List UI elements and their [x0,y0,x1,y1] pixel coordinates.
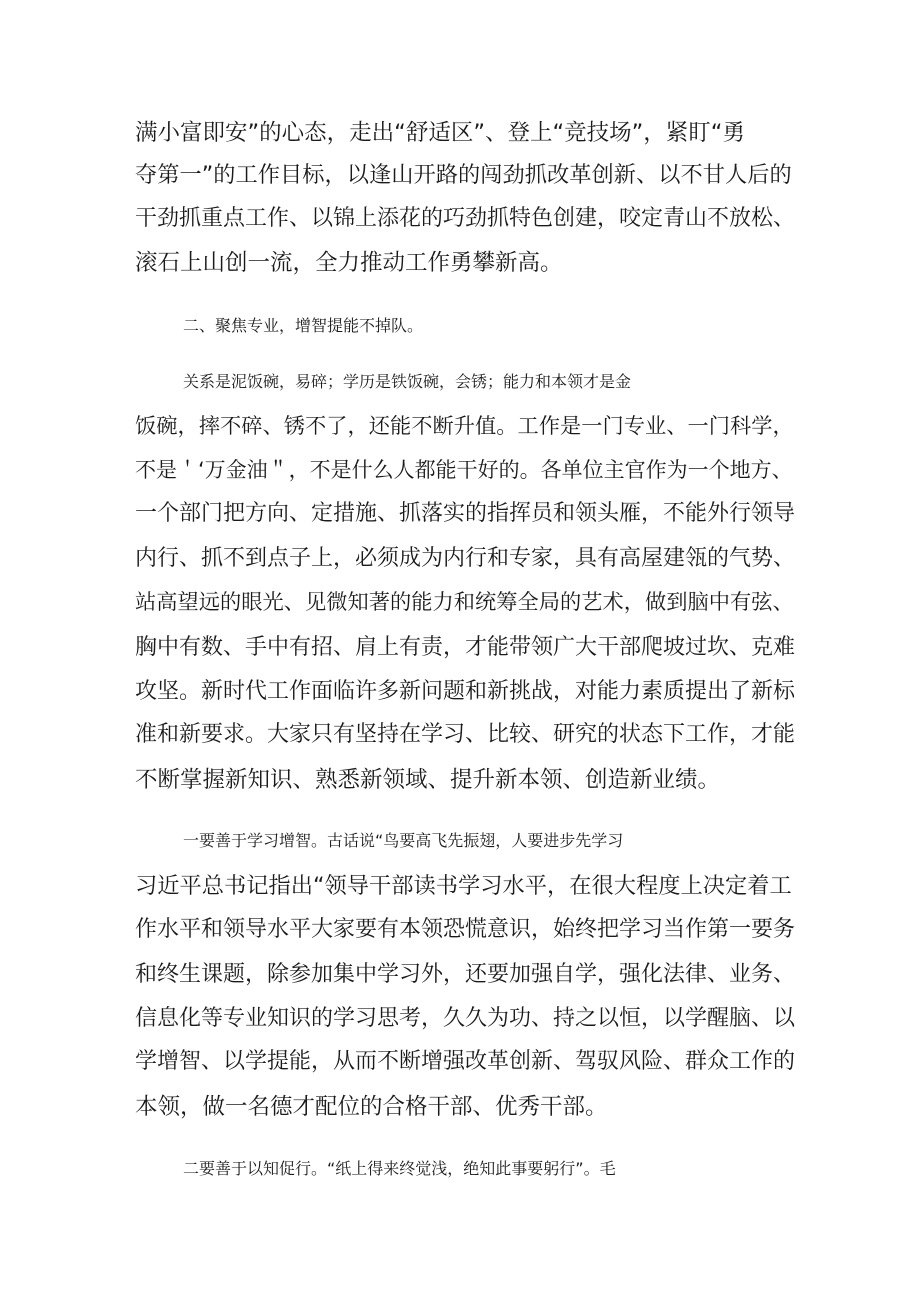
paragraph-4-line-2: 习近平总书记指出“领导干部读书学习水平，在很大程度上决定着工 [135,873,792,899]
paragraph-1-line-1: 满小富即安”的心态，走出“舒适区”、登上“竞技场”，紧盯“勇 [135,120,745,146]
paragraph-1-line-4: 滚石上山创一流，全力推动工作勇攀新高。 [135,250,563,276]
paragraph-4-line-1: 一要善于学习增智。古话说“鸟要高飞先振翅，人要进步先学习 [183,831,624,850]
paragraph-3-line-1: 关系是泥饭碗，易碎；学历是铁饭碗，会锈；能力和本领才是金 [183,372,632,391]
paragraph-3-line-8: 攻坚。新时代工作面临许多新问题和新挑战，对能力素质提出了新标 [135,679,796,704]
paragraph-3-line-5: 内行、抓不到点子上，必须成为内行和专家，具有高屋建瓴的气势、 [135,546,796,571]
paragraph-3-line-7: 胸中有数、手中有招、肩上有责，才能带领广大干部爬坡过坎、克难 [135,635,796,660]
paragraph-3-line-2: 饭碗，摔不碎、锈不了，还能不断升值。工作是一门专业、一门科学， [135,414,794,439]
paragraph-3-line-9: 准和新要求。大家只有坚持在学习、比较、研究的状态下工作，才能 [135,722,796,747]
section-heading: 二、聚焦专业，增智提能不掉队。 [183,316,424,335]
paragraph-4-line-3: 作水平和领导水平大家要有本领恐慌意识，始终把学习当作第一要务 [135,917,796,942]
paragraph-3-line-4: 一个部门把方向、定措施、抓落实的指挥员和领头雁，不能外行领导 [135,501,796,526]
paragraph-4-line-6: 学增智、以学提能，从而不断增强改革创新、驾驭风险、群众工作的 [135,1049,796,1074]
paragraph-3-line-10: 不断掌握新知识、熟悉新领域、提升新本领、创造新业绩。 [135,767,721,793]
paragraph-1-line-2: 夺第一”的工作目标，以逢山开路的闯劲抓改革创新、以不甘人后的 [135,162,792,188]
paragraph-4-line-7: 本领，做一名德才配位的合格干部、优秀干部。 [135,1094,608,1120]
paragraph-4-line-4: 和终生课题，除参加集中学习外，还要加强自学，强化法律、业务、 [135,962,796,987]
paragraph-1-line-3: 干劲抓重点工作、以锦上添花的巧劲抓特色创建，咬定青山不放松、 [135,206,796,231]
paragraph-4-line-5: 信息化等专业知识的学习思考，久久为功、持之以恒，以学醒脑、以 [135,1006,796,1031]
paragraph-3-line-6: 站高望远的眼光、见微知著的能力和统筹全局的艺术，做到脑中有弦、 [135,590,794,615]
paragraph-3-line-3: 不是＇‘万金油＂，不是什么人都能干好的。各单位主官作为一个地方、 [135,458,793,482]
paragraph-5-line-1: 二要善于以知促行。“纸上得来终觉浅，绝知此事要躬行”。毛 [183,1159,616,1178]
